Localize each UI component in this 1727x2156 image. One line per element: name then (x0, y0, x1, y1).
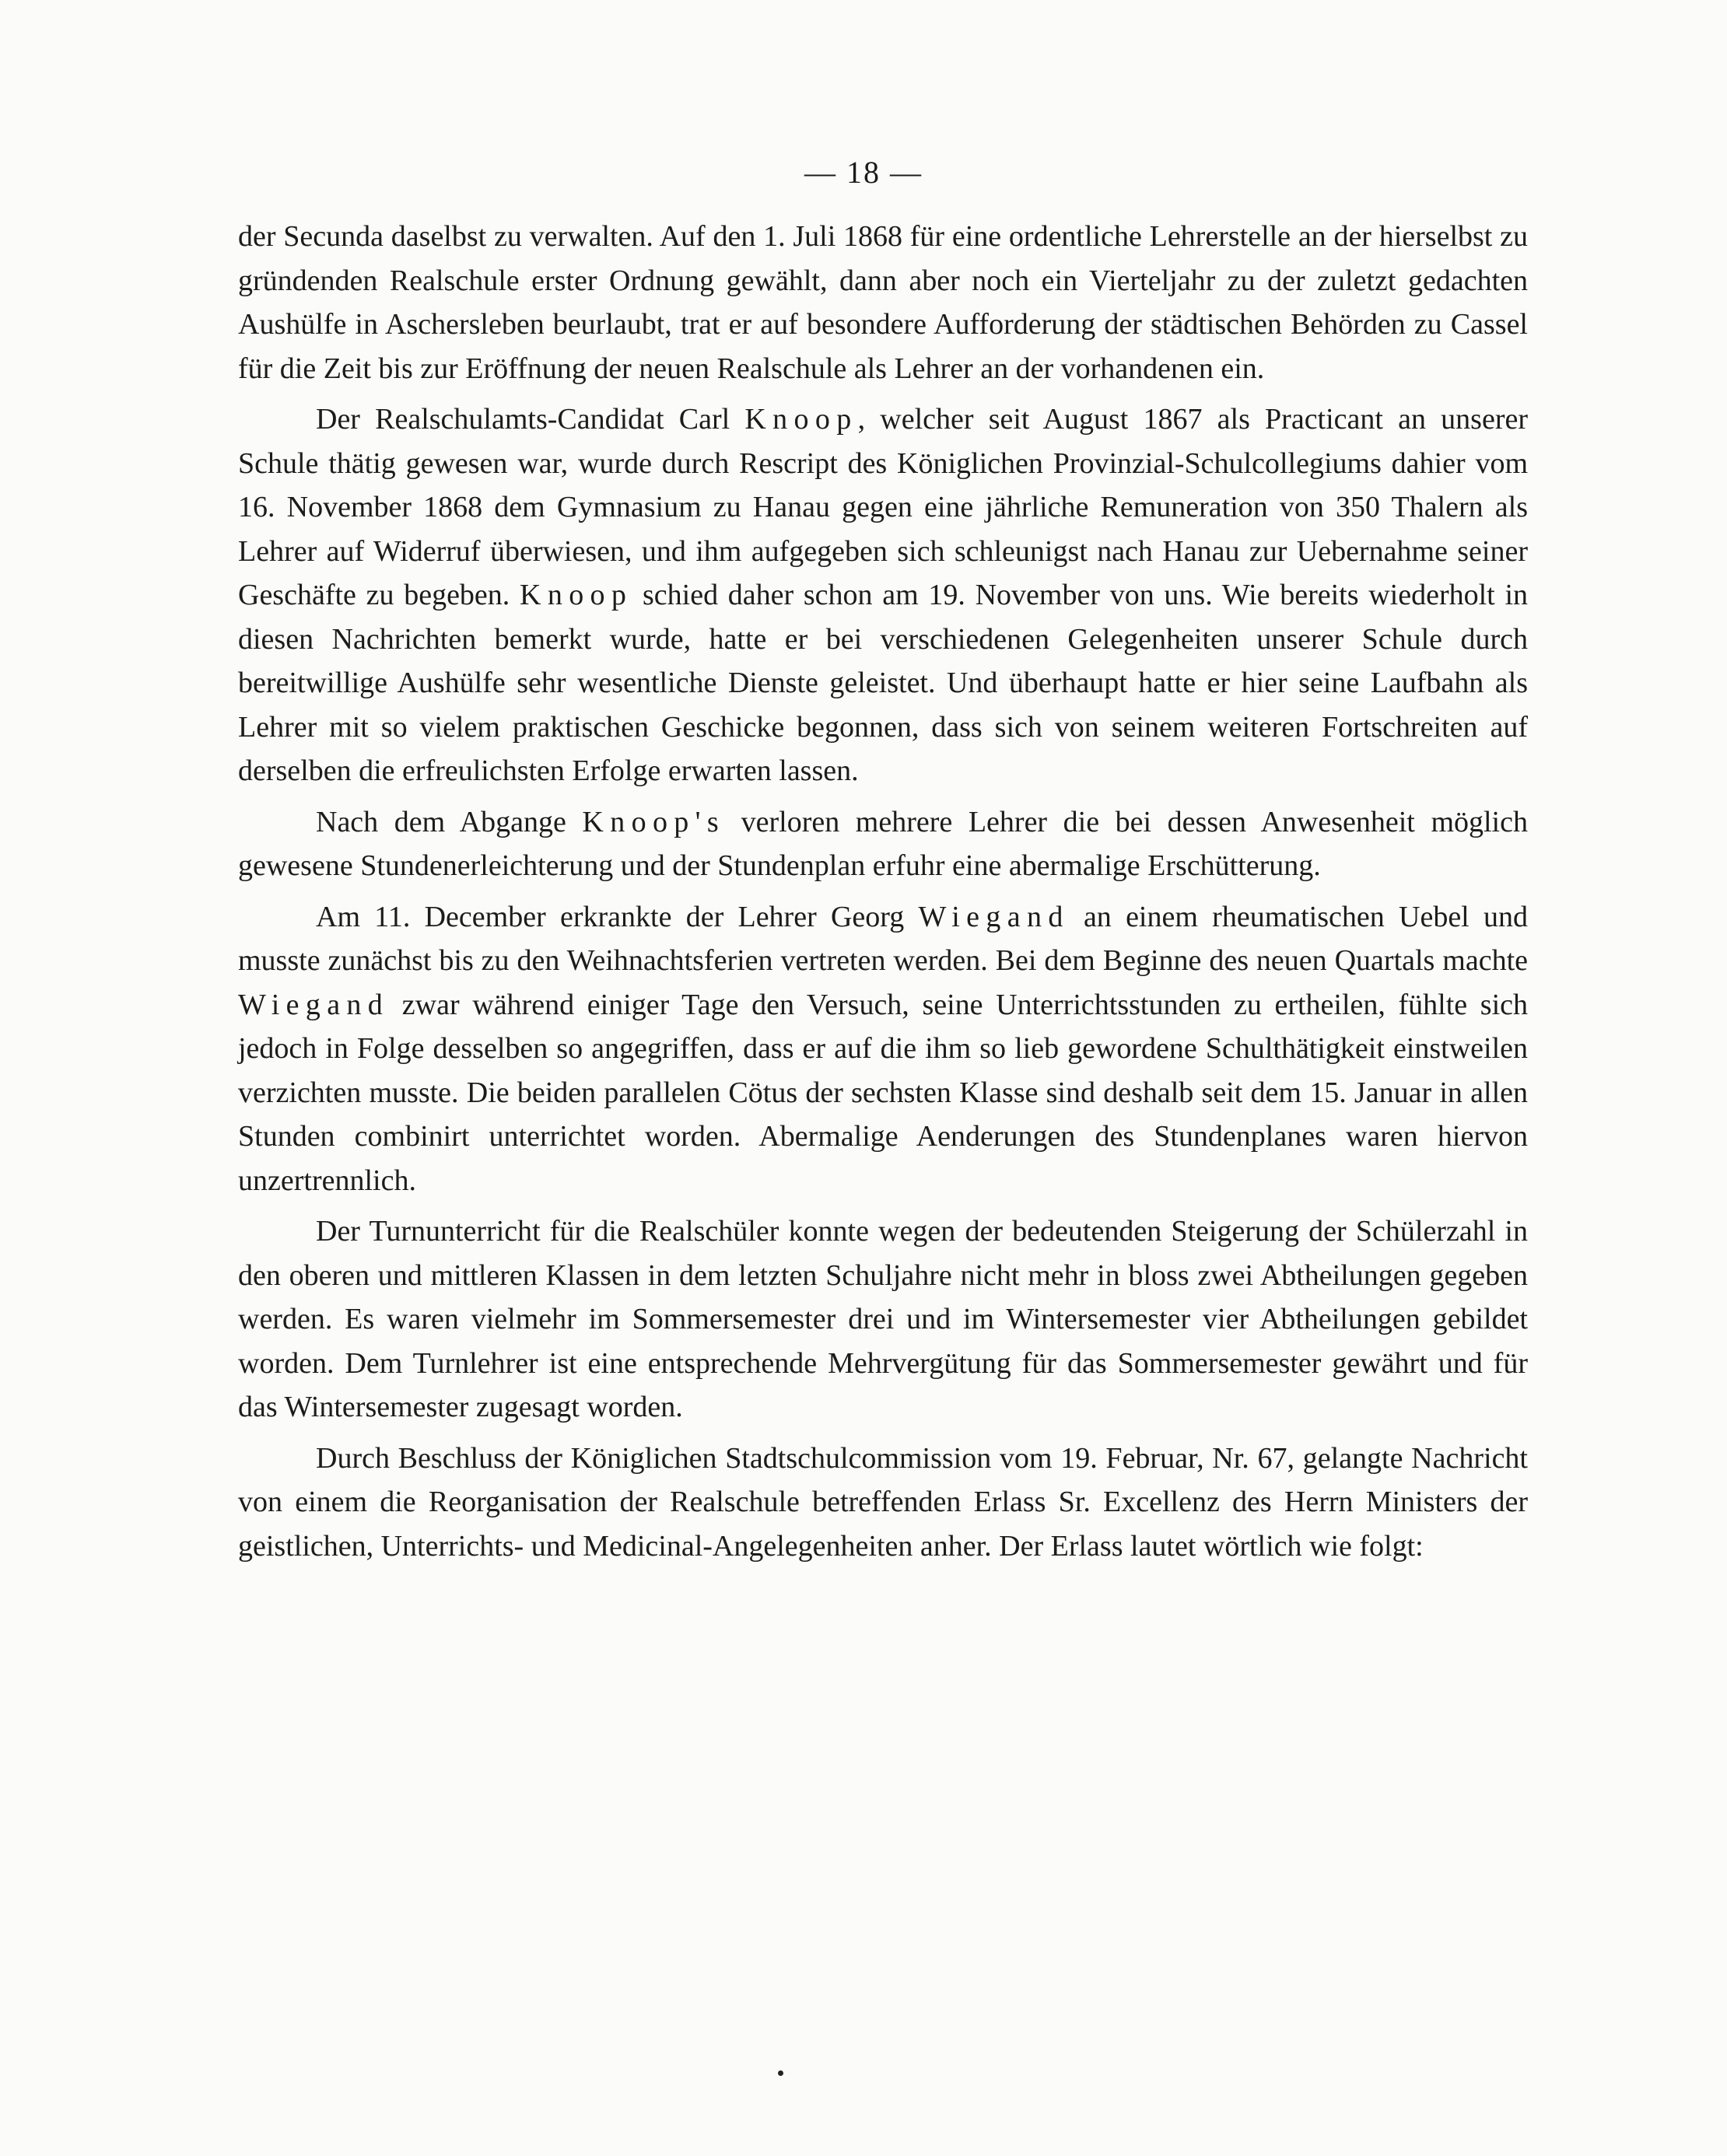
name-knoop-genitive: Knoop's (582, 805, 726, 838)
body-text (238, 215, 1528, 1575)
paragraph-2-text-b: , welcher seit August 1867 als Practicant an unserer Schule thätig gewesen war, wurde durch Rescript des Königlichen Provinzial-Schulcollegiums dahier vom 16. November 1868 dem Gymnasium zu Hanau gegen eine jährliche Remuneration von 350 Thalern als Lehrer auf Widerruf überwiesen, und ihm aufgegeben sich schleunigst nach Hanau zur Uebernahme seiner Geschäfte zu begeben. (238, 403, 1528, 611)
paragraph-4 (238, 895, 1528, 1203)
name-knoop: Knoop (520, 579, 633, 611)
paragraph-4-text-b: an einem rheumatischen Uebel und musste zunächst bis zu den Weihnachtsferien vertreten werden. Bei dem Beginne des neuen Quartals machte (238, 900, 1528, 977)
paragraph-2-text-c: schied daher schon am 19. November von uns. Wie bereits wiederholt in diesen Nachrichten bemerkt wurde, hatte er bei verschiedenen Gelegenheiten unserer Schule durch bereitwillige Aushülfe sehr wesentliche Dienste geleistet. Und überhaupt hatte er hier seine Laufbahn als Lehrer mit so vielem praktischen Geschicke begonnen, dass sich von seinem weiteren Fortschreiten auf derselben die erfreulichsten Erfolge erwarten lassen. (238, 579, 1529, 787)
paragraph-2-text-a: Der Realschulamts-Candidat Carl (316, 403, 745, 436)
paragraph-4-text-a: Am 11. December erkrankte der Lehrer Georg (316, 900, 919, 933)
name-knoop: Knoop (744, 403, 858, 436)
paragraph-5: Der Turnunterricht für die Realschüler konnte wegen der bedeutenden Steigerung der Schülerzahl in den oberen und mittleren Klassen in dem letzten Schuljahre nicht mehr in bloss zwei Abtheilungen gegeben werden. Es waren vielmehr im Sommersemester drei und im Wintersemester vier Abtheilungen gebildet worden. Dem Turnlehrer ist eine entsprechende Mehrvergütung für das Sommersemester gewährt und für das Wintersemester zugesagt worden. (238, 1215, 1528, 1423)
paragraph-6: Durch Beschluss der Königlichen Stadtschulcommission vom 19. Februar, Nr. 67, gelangte Nachricht von einem die Reorganisation der Realschule betreffenden Erlass Sr. Excellenz des Herrn Ministers der geistlichen, Unterrichts- und Medicinal-Angelegenheiten anher. Der Erlass lautet wörtlich wie folgt: (238, 1441, 1528, 1563)
paragraph-3-text-a: Nach dem Abgange (316, 805, 583, 838)
ink-dot (778, 2070, 783, 2076)
paragraph-3 (238, 800, 1528, 888)
name-wiegand: Wiegand (918, 900, 1070, 933)
page-number: — 18 — (804, 155, 923, 190)
paragraph-2 (238, 397, 1528, 793)
paragraph-1: der Secunda daselbst zu verwalten. Auf den 1. Juli 1868 für eine ordentliche Lehrerstelle an der hierselbst zu gründenden Realschule erster Ordnung gewählt, dann aber noch ein Vierteljahr zu der zuletzt gedachten Aushülfe in Aschersleben beurlaubt, trat er auf besondere Aufforderung der städtischen Behörden zu Cassel für die Zeit bis zur Eröffnung der neuen Realschule als Lehrer an der vorhandenen ein. (238, 220, 1528, 385)
paragraph-4-text-c: zwar während einiger Tage den Versuch, seine Unterrichtsstunden zu ertheilen, fühlte sich jedoch in Folge desselben so angegriffen, dass er auf die ihm so lieb gewordene Schulthätigkeit einstweilen verzichten musste. Die beiden parallelen Cötus der sechsten Klasse sind deshalb seit dem 15. Januar in allen Stunden combinirt unterrichtet worden. Abermalige Aenderungen des Stundenplanes waren hiervon unzertrennlich. (238, 988, 1528, 1197)
paragraph-3-text-b: verloren mehrere Lehrer die bei dessen Anwesenheit möglich gewesene Stundenerleichterung und der Stundenplan erfuhr eine abermalige Erschütterung. (238, 805, 1528, 882)
name-wiegand: Wiegand (238, 988, 390, 1021)
